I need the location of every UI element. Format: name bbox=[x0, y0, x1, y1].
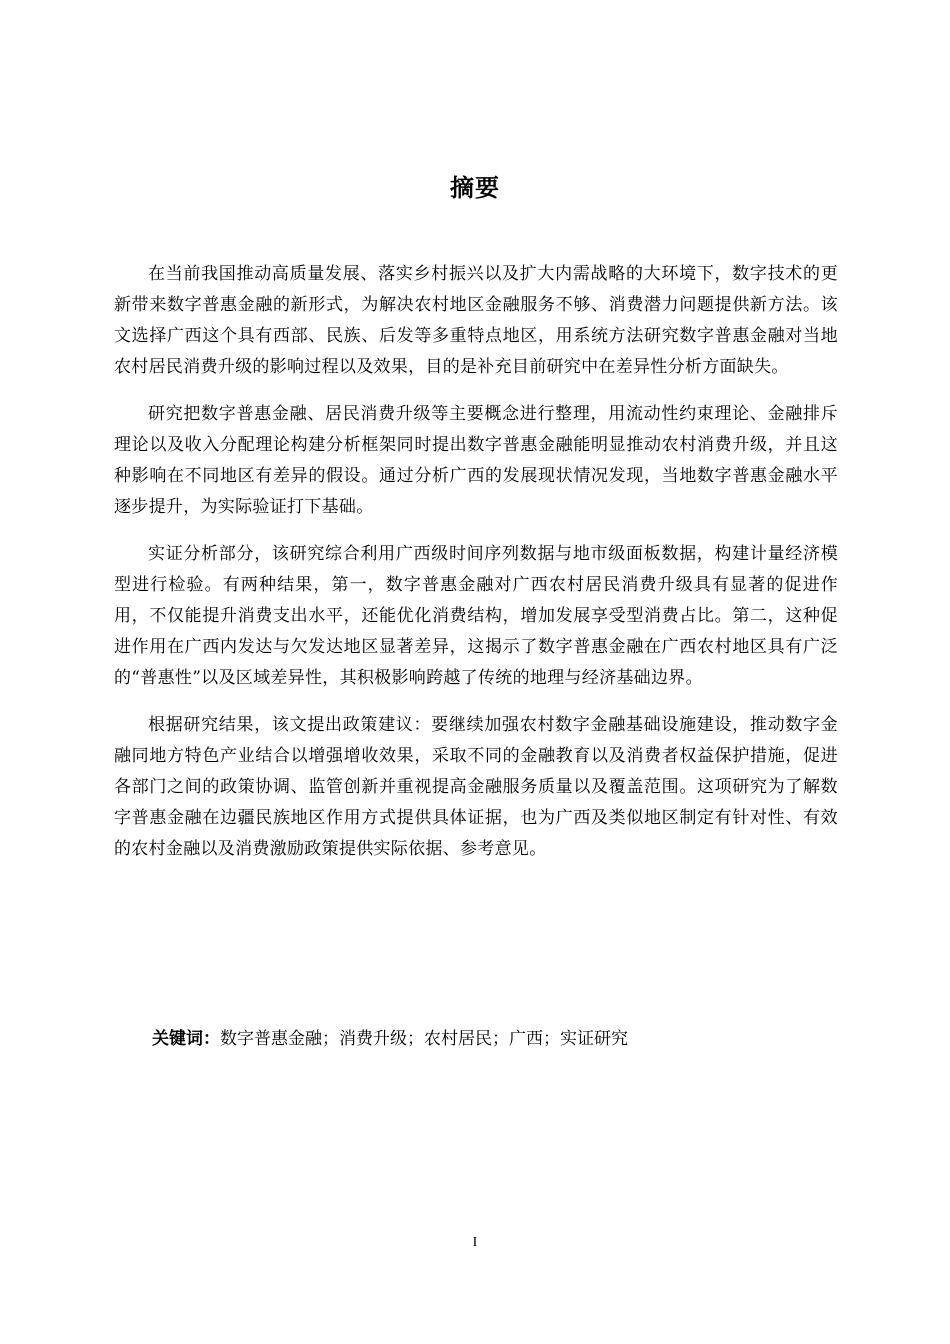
abstract-paragraph-4: 根据研究结果，该文提出政策建议：要继续加强农村数字金融基础设施建设，推动数字金融同地方特色产业结合以增强增收效果，采取不同的金融教育以及消费者权益保护措施，促进各部门之间的政策协调、监管创新并重视提高金融服务质量以及覆盖范围。这项研究为了解数字普惠金融在边疆民族地区作用方式提供具体证据，也为广西及类似地区制定有针对性、有效的农村金融以及消费激励政策提供实际依据、参考意见。 bbox=[114, 715, 838, 859]
keywords-text: 数字普惠金融；消费升级；农村居民；广西；实证研究 bbox=[220, 1029, 628, 1049]
abstract-paragraph-1: 在当前我国推动高质量发展、落实乡村振兴以及扩大内需战略的大环境下，数字技术的更新带来数字普惠金融的新形式，为解决农村地区金融服务不够、消费潜力问题提供新方法。该文选择广西这个具有西部、民族、后发等多重特点地区，用系统方法研究数字普惠金融对当地农村居民消费升级的影响过程以及效果，目的是补充目前研究中在差异性分析方面缺失。 bbox=[114, 264, 838, 377]
page-number: I bbox=[472, 1235, 478, 1250]
abstract-paragraph-3: 实证分析部分，该研究综合利用广西级时间序列数据与地市级面板数据，构建计量经济模型进行检验。有两种结果，第一，数字普惠金融对广西农村居民消费升级具有显著的促进作用，不仅能提升消费支出水平，还能优化消费结构，增加发展享受型消费占比。第二，这种促进作用在广西内发达与欠发达地区显著差异，这揭示了数字普惠金融在广西农村地区具有广泛的“普惠性”以及区域差异性，其积极影响跨越了传统的地理与经济基础边界。 bbox=[114, 544, 838, 688]
abstract-paragraph-2: 研究把数字普惠金融、居民消费升级等主要概念进行整理，用流动性约束理论、金融排斥理论以及收入分配理论构建分析框架同时提出数字普惠金融能明显推动农村消费升级，并且这种影响在不同地区有差异的假设。通过分析广西的发展现状情况发现，当地数字普惠金融水平逐步提升，为实际验证打下基础。 bbox=[114, 404, 838, 517]
keywords-line bbox=[152, 1024, 852, 1054]
keywords-label: 关键词： bbox=[152, 1029, 220, 1049]
abstract-title: 摘要 bbox=[450, 174, 500, 202]
abstract-body bbox=[114, 259, 838, 881]
